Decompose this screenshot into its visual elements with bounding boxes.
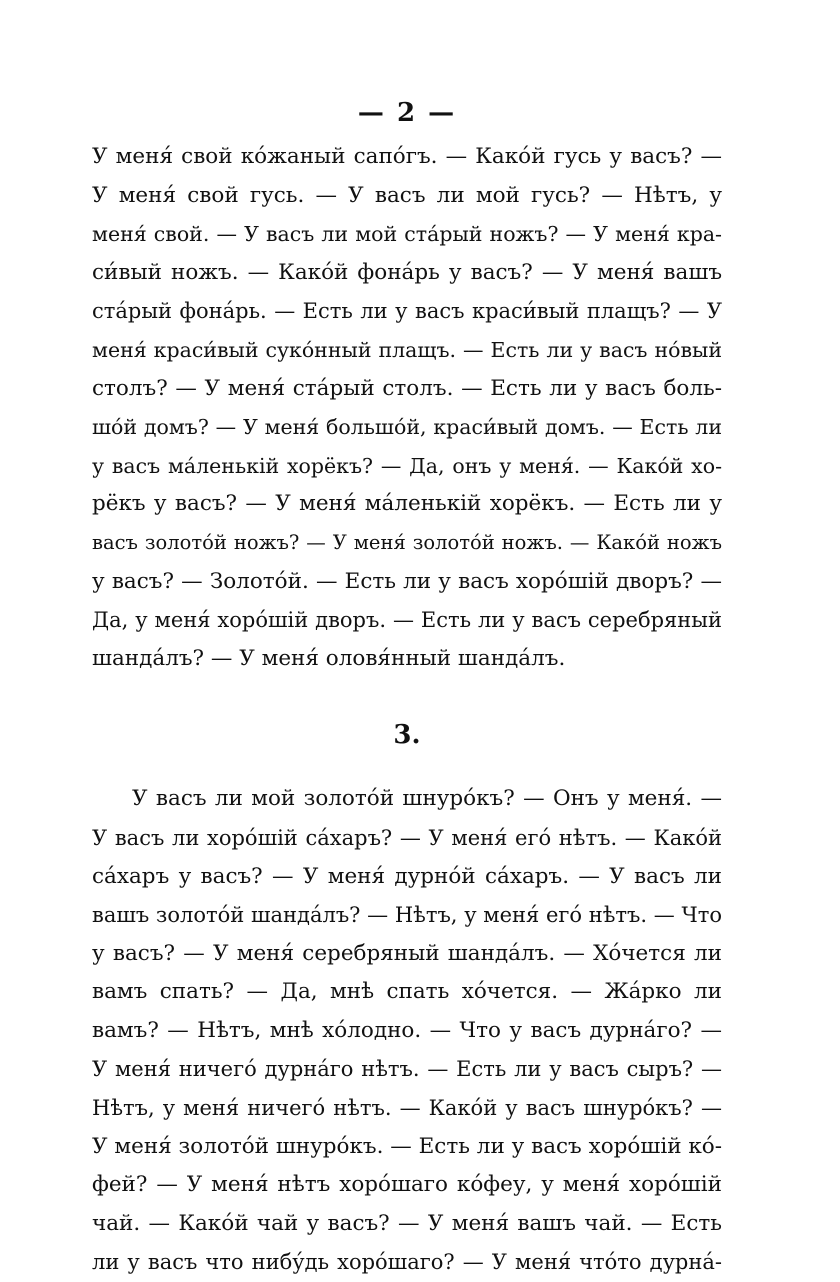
text-line: У васъ ли хоро́шій са́харъ? — У меня́ его́ нѣтъ. — Како́й	[92, 825, 722, 850]
text-line: меня́ свой. — У васъ ли мой ста́рый ножъ? — У меня́ кра-	[92, 222, 722, 247]
text-line: У меня́ свой гусь. — У васъ ли мой гусь? — Нѣтъ, у	[92, 182, 722, 208]
text-line: У меня́ ничего́ дурна́го нѣтъ. — Есть ли у васъ сыръ? —	[92, 1057, 722, 1082]
paragraph-section-2-continued	[92, 138, 722, 678]
section-heading: 3.	[393, 720, 421, 751]
paragraph-section-3	[92, 780, 722, 1282]
text-line: фей? — У меня́ нѣтъ хоро́шаго ко́феу, у меня́ хоро́шій	[92, 1172, 722, 1198]
text-line: ли у васъ что нибу́дь хоро́шаго? — У меня́ что́то дурна́-	[92, 1250, 722, 1275]
text-line: У меня́ золото́й шнуро́къ. — Есть ли у васъ хоро́шій ко́-	[92, 1133, 723, 1159]
text-line: у васъ? — У меня́ серебряный шанда́лъ. — Хо́чется ли	[92, 940, 722, 966]
text-line: вамъ? — Нѣтъ, мнѣ хо́лодно. — Что у васъ дурна́го? —	[92, 1017, 722, 1043]
text-line: шо́й домъ? — У меня́ большо́й, краси́вый домъ. — Есть ли	[92, 415, 722, 440]
text-line: ста́рый фона́рь. — Есть ли у васъ краси́вый плащъ? — У	[92, 299, 722, 324]
text-line: Да, у меня́ хоро́шій дворъ. — Есть ли у васъ серебряный	[92, 608, 722, 633]
text-line: рёкъ у васъ? — У меня́ ма́ленькій хорёкъ. — Есть ли у	[92, 491, 722, 517]
text-line: У васъ ли мой золото́й шнуро́къ? — Онъ у меня́. —	[132, 786, 722, 812]
text-line: у васъ ма́ленькій хорёкъ? — Да, онъ у меня́. — Како́й хо-	[92, 453, 722, 478]
page-number: — 2 —	[357, 98, 457, 128]
text-line: си́вый ножъ. — Како́й фона́рь у васъ? — У меня́ вашъ	[92, 259, 722, 285]
text-line: шанда́лъ? — У меня́ оловя́нный шанда́лъ.	[92, 645, 566, 671]
text-line: вамъ спать? — Да, мнѣ спать хо́чется. — Жа́рко ли	[92, 979, 722, 1005]
text-line: вашъ золото́й шанда́лъ? — Нѣтъ, у меня́ его́ нѣтъ. — Что	[92, 903, 722, 928]
text-line: васъ золото́й ножъ? — У меня́ золото́й ножъ. — Како́й ножъ	[92, 530, 722, 554]
text-line: са́харъ у васъ? — У меня́ дурно́й са́харъ. — У васъ ли	[92, 863, 722, 889]
text-line: у васъ? — Золото́й. — Есть ли у васъ хоро́шій дворъ? —	[92, 568, 722, 594]
text-line: столъ? — У меня́ ста́рый столъ. — Есть ли у васъ боль-	[92, 375, 722, 401]
text-line: меня́ краси́вый суко́нный плащъ. — Есть ли у васъ но́вый	[92, 337, 722, 362]
page	[92, 88, 722, 1282]
text-line: Нѣтъ, у меня́ ничего́ нѣтъ. — Како́й у васъ шнуро́къ? —	[92, 1096, 722, 1121]
text-line: У меня́ свой ко́жаный сапо́гъ. — Како́й гусь у васъ? —	[92, 144, 722, 169]
text-line: чай. — Како́й чай у васъ? — У меня́ вашъ чай. — Есть	[92, 1210, 722, 1236]
